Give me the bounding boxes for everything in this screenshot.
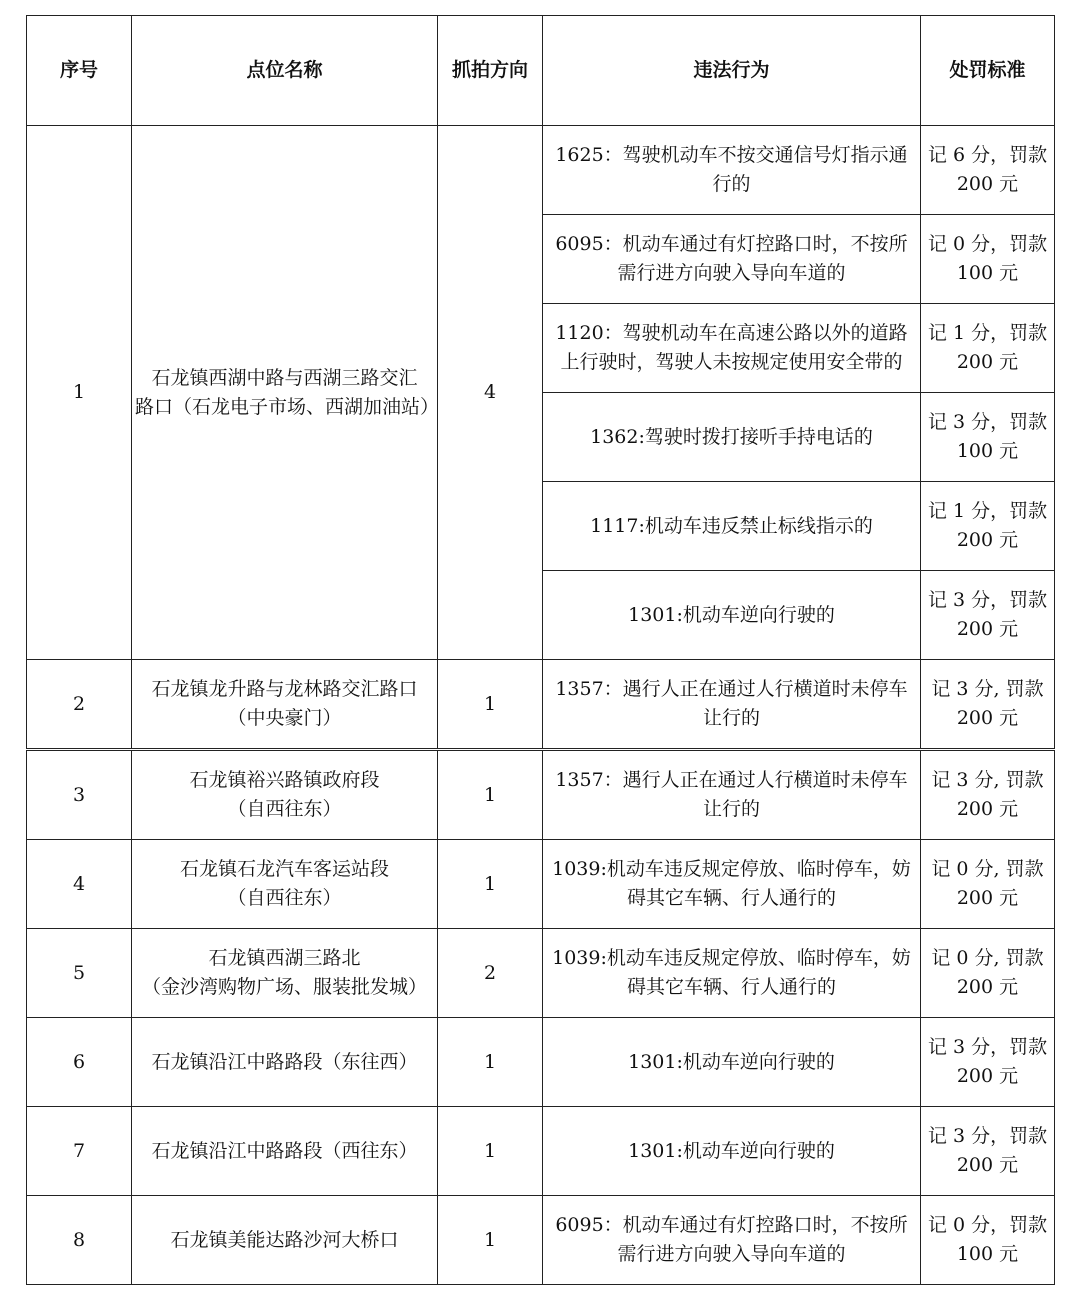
violation-text: 1357：遇行人正在通过人行横道时未停车 让行的 [543, 750, 921, 840]
location-name: 石龙镇石龙汽车客运站段 （自西往东） [132, 840, 438, 929]
row-no: 4 [27, 840, 132, 929]
capture-direction: 1 [438, 1107, 543, 1196]
table-row [27, 840, 1055, 929]
table-row [27, 750, 1055, 840]
row-no: 8 [27, 1196, 132, 1285]
header-no: 序号 [27, 16, 132, 126]
row-no: 1 [27, 126, 132, 660]
violation-text: 6095：机动车通过有灯控路口时，不按所 需行进方向驶入导向车道的 [543, 215, 921, 304]
capture-direction: 1 [438, 660, 543, 750]
violation-text: 1625：驾驶机动车不按交通信号灯指示通 行的 [543, 126, 921, 215]
penalty-text: 记 3 分, 罚款 200 元 [921, 660, 1055, 750]
violation-text: 1301:机动车逆向行驶的 [543, 571, 921, 660]
capture-direction: 2 [438, 929, 543, 1018]
violation-text: 1357：遇行人正在通过人行横道时未停车 让行的 [543, 660, 921, 750]
violation-text: 1039:机动车违反规定停放、临时停车，妨 碍其它车辆、行人通行的 [543, 840, 921, 929]
table-row [27, 1018, 1055, 1107]
capture-direction: 1 [438, 1196, 543, 1285]
header-capture-direction: 抓拍方向 [438, 16, 543, 126]
row-no: 2 [27, 660, 132, 750]
table-row [27, 929, 1055, 1018]
penalty-text: 记 0 分，罚款 100 元 [921, 215, 1055, 304]
violation-text: 1362:驾驶时拨打接听手持电话的 [543, 393, 921, 482]
penalty-text: 记 0 分，罚款 100 元 [921, 1196, 1055, 1285]
capture-direction: 1 [438, 1018, 543, 1107]
location-name: 石龙镇美能达路沙河大桥口 [132, 1196, 438, 1285]
violation-text: 6095：机动车通过有灯控路口时，不按所 需行进方向驶入导向车道的 [543, 1196, 921, 1285]
penalty-text: 记 0 分, 罚款 200 元 [921, 929, 1055, 1018]
table-row [27, 1107, 1055, 1196]
location-name: 石龙镇龙升路与龙林路交汇路口 （中央豪门） [132, 660, 438, 750]
penalty-text: 记 3 分，罚款 100 元 [921, 393, 1055, 482]
row-no: 6 [27, 1018, 132, 1107]
capture-direction: 4 [438, 126, 543, 660]
violation-text: 1301:机动车逆向行驶的 [543, 1018, 921, 1107]
violation-text: 1039:机动车违反规定停放、临时停车，妨 碍其它车辆、行人通行的 [543, 929, 921, 1018]
header-penalty: 处罚标准 [921, 16, 1055, 126]
penalty-text: 记 3 分，罚款 200 元 [921, 571, 1055, 660]
location-name: 石龙镇西湖中路与西湖三路交汇 路口（石龙电子市场、西湖加油站） [132, 126, 438, 660]
violation-text: 1120：驾驶机动车在高速公路以外的道路 上行驶时，驾驶人未按规定使用安全带的 [543, 304, 921, 393]
table-row [27, 126, 1055, 215]
location-name: 石龙镇裕兴路镇政府段 （自西往东） [132, 750, 438, 840]
camera-points-table [26, 15, 1055, 1285]
row-no: 5 [27, 929, 132, 1018]
location-name: 石龙镇西湖三路北 （金沙湾购物广场、服装批发城） [132, 929, 438, 1018]
header-violation: 违法行为 [543, 16, 921, 126]
location-name: 石龙镇沿江中路路段（东往西） [132, 1018, 438, 1107]
penalty-text: 记 0 分, 罚款 200 元 [921, 840, 1055, 929]
violation-text: 1117:机动车违反禁止标线指示的 [543, 482, 921, 571]
penalty-text: 记 1 分，罚款 200 元 [921, 304, 1055, 393]
table-row [27, 1196, 1055, 1285]
penalty-text: 记 6 分，罚款 200 元 [921, 126, 1055, 215]
penalty-text: 记 3 分，罚款 200 元 [921, 1018, 1055, 1107]
row-no: 7 [27, 1107, 132, 1196]
row-no: 3 [27, 750, 132, 840]
location-name: 石龙镇沿江中路路段（西往东） [132, 1107, 438, 1196]
capture-direction: 1 [438, 840, 543, 929]
penalty-text: 记 3 分, 罚款 200 元 [921, 750, 1055, 840]
table-header-row [27, 16, 1055, 126]
table-row [27, 660, 1055, 750]
penalty-text: 记 1 分，罚款 200 元 [921, 482, 1055, 571]
header-location-name: 点位名称 [132, 16, 438, 126]
violation-text: 1301:机动车逆向行驶的 [543, 1107, 921, 1196]
penalty-text: 记 3 分，罚款 200 元 [921, 1107, 1055, 1196]
capture-direction: 1 [438, 750, 543, 840]
